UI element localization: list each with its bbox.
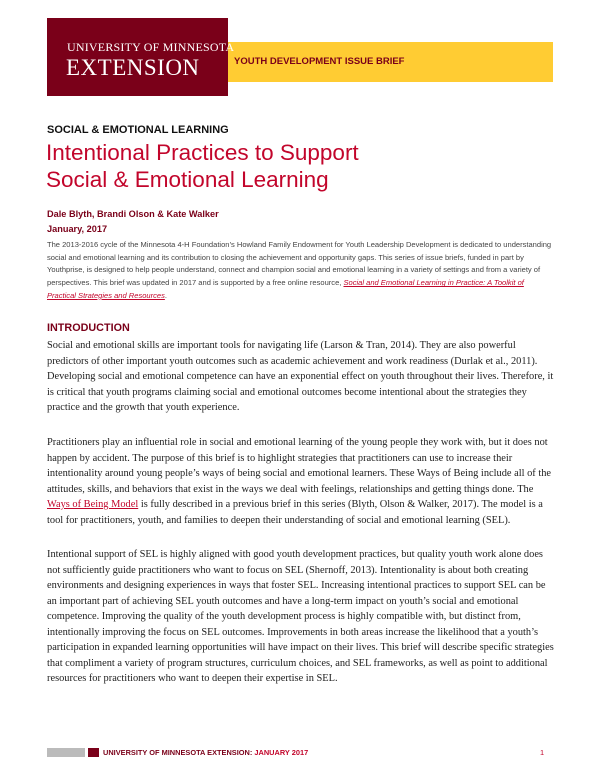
footer-bar-maroon [88,748,99,757]
paragraph-2 [47,435,555,528]
paragraph-2-text-end: is fully described in a previous brief in this series (Blyth, Olson & Walker, 2017). The model is a tool for practitioners, youth, and families to deepen their understanding of social and emotional learning (SEL). [47,499,543,526]
title-line-2: Social & Emotional Learning [46,167,329,192]
authors: Dale Blyth, Brandi Olson & Kate Walker [47,209,219,219]
paragraph-2-text: Practitioners play an influential role in social and emotional learning of the young people they work with, but it does not happen by accident. The purpose of this brief is to highlight strategies that practitioners can use to increase their intentionality around young people’s ways of being social and emotional learners. These Ways of Being include all of the attitudes, skills, and behaviors that exist in the ways we deal with feelings, relationships and getting things done. The [47,437,552,495]
logo-university: UNIVERSITY OF MINNESOTA [67,40,235,54]
footer-publisher: UNIVERSITY OF MINNESOTA EXTENSION: [103,748,255,757]
logo-extension: EXTENSION [66,55,200,80]
footer-label [103,748,308,757]
intro-blurb-text: The 2013-2016 cycle of the Minnesota 4-H Foundation’s Howland Family Endowment for Youth Leadership Development is dedicated to understanding social and emotional learning and its contribution to closing the achievement and opportunity gaps. This series of issue briefs, funded in part by Youthprise, is designed to help people understand, connect and champion social and emotional learning in a variety of settings and from a variety of perspectives. This brief was updated in 2017 and is supported by a free online resource, [47,240,552,288]
intro-blurb-end: . [164,290,167,300]
paragraph-3: Intentional support of SEL is highly aligned with good youth development practices, but quality youth work alone does not sufficiently guide practitioners who want to focus on SEL (Shernoff, 2013). Intentionality is about both creating environments and designing experiences in ways that foster SEL. Increasing intentional practices to support SEL can be an important part of achieving SEL youth outcomes and have a long-term impact on youth’s social and emotional competence. Improving the quality of the youth development process is highly compatible with, but distinct from, intentionally improving the focus on SEL outcomes. Improvements in both areas increase the likelihood that a youth’s participation in expanded learning opportunities will have impact on their lives. This brief will describe specific strategies that compliment a variety of program structures, curriculum choices, and SEL frameworks, as well as point to additional resources for practitioners who want to deepen their expertise in SEL. [47,549,554,684]
brief-label: YOUTH DEVELOPMENT ISSUE BRIEF [234,56,405,67]
page-number: 1 [540,748,545,757]
page-title [46,139,546,193]
footer-date: JANUARY 2017 [254,748,309,757]
section-kicker: SOCIAL & EMOTIONAL LEARNING [47,124,229,136]
title-line-1: Intentional Practices to Support [46,140,359,165]
introduction-heading: INTRODUCTION [47,322,130,334]
footer-bar-gray [47,748,85,757]
publication-date: January, 2017 [47,224,108,234]
toolkit-link[interactable]: Social and Emotional Learning in Practice: A Toolkit of Practical Strategies and Resources [47,278,524,300]
intro-blurb [47,239,554,303]
ways-of-being-link[interactable]: Ways of Being Model [47,499,139,510]
paragraph-1: Social and emotional skills are important tools for navigating life (Larson & Tran, 2014). They are also powerful predictors of other important youth outcomes such as academic achievement and work readiness (Durlak et al., 2011). Developing social and emotional competence can have an exponential effect on youth throughout their lives. Therefore, it is critical that youth programs claiming social and emotional outcomes become intentional about the strategies they practice and the growth that youth experience. [47,340,554,413]
